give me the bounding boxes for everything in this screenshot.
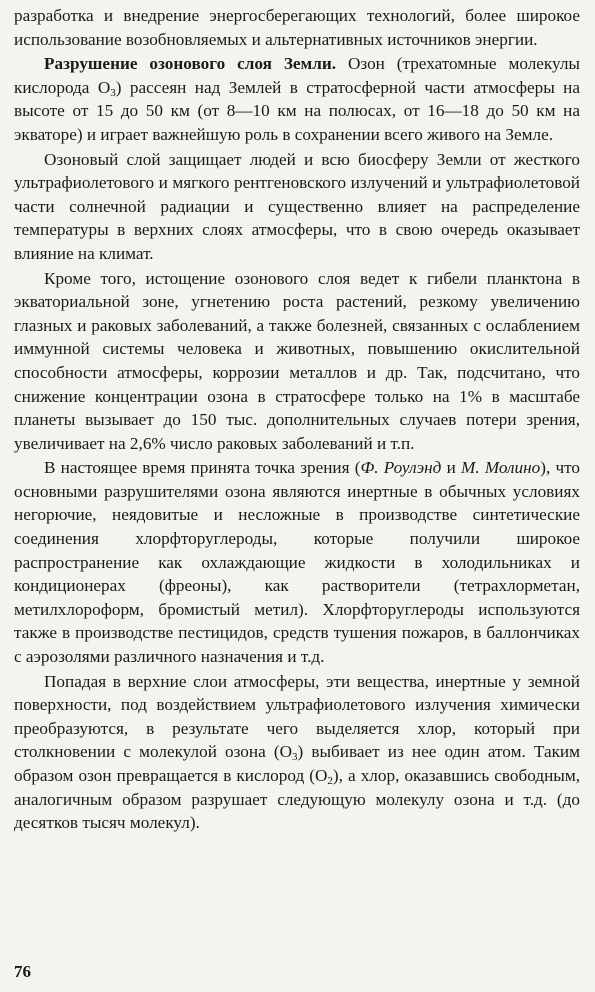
paragraph-depletion-effects: Кроме того, истощение озонового слоя ведет к гибели планктона в экваториальной зоне, угнетению роста растений, резкому увеличению глазных и раковых заболеваний, а также болезней, связанных с ослаблением иммунной системы человека и животных, повышению окислительной способности атмосферы, коррозии металлов и др. Так, подсчитано, что снижение концентрации озона в стратосфере только на 1% в масштабе планеты вызывает до 150 тыс. дополнительных случаев потери зрения, увеличивает на 2,6% число раковых заболеваний и т.п.	[14, 268, 580, 453]
page-body	[14, 4, 580, 835]
paragraph-ozone-protection: Озоновый слой защищает людей и всю биосферу Земли от жесткого ультрафиолетового и мягкого рентгеновского излучений и ультрафиолетовой части солнечной радиации и существенно влияет на распределение температуры в верхних слоях атмосферы, что в свою очередь оказывает влияние на климат.	[14, 149, 580, 263]
paragraph-chlorine-mechanism: Попадая в верхние слои атмосферы, эти вещества, инертные у земной поверхности, под воздействием ультрафиолетового излучения химически преобразуются, в результате чего выделяется хлор, который при столкновении с молекулой озона $(O_3)$ выбивает из нее один атом. Таким образом озон превращается в кислород $(O_2)$, а хлор, оказавшись свободным, аналогичным образом разрушает следующую молекулу озона и т.д. (до десятков тысяч молекул).	[14, 671, 580, 833]
paragraph-intro-continuation: разработка и внедрение энергосберегающих технологий, более широкое использование возобновляемых и альтернативных источников энергии.	[14, 6, 580, 49]
section-heading: Разрушение озонового слоя Земли.	[44, 54, 337, 74]
page-number: 76	[14, 962, 31, 981]
author-name: Ф. Роулэнд	[360, 458, 442, 478]
paragraph-chlorofluorocarbons: В настоящее время принята точка зрения (Ф. Роулэнд и М. Молино), что основными разрушителями озона являются инертные в обычных условиях негорючие, неядовитые и несложные в производстве синтетические соединения хлорфторуглероды, которые получили широкое распространение как охлаждающие жидкости в холодильниках и кондиционерах (фреоны), как растворители (тетрахлорметан, метилхлороформ, бромистый метил). Хлорфторуглероды используются также в производстве пестицидов, средств тушения пожаров, в баллончиках с аэрозолями различного назначения и т.д.	[14, 458, 581, 667]
author-name: М. Молино	[461, 458, 541, 478]
paragraph-ozone-destruction: Разрушение озонового слоя Земли. Озон (трехатомные молекулы кислорода $O_3$) рассеян над Землей в стратосферной части атмосферы на высоте от 15 до 50 км (от 8—10 км на полюсах, от 16—18 до 50 км на экваторе) и играет важнейшую роль в сохранении всего живого на Земле.	[14, 54, 580, 144]
